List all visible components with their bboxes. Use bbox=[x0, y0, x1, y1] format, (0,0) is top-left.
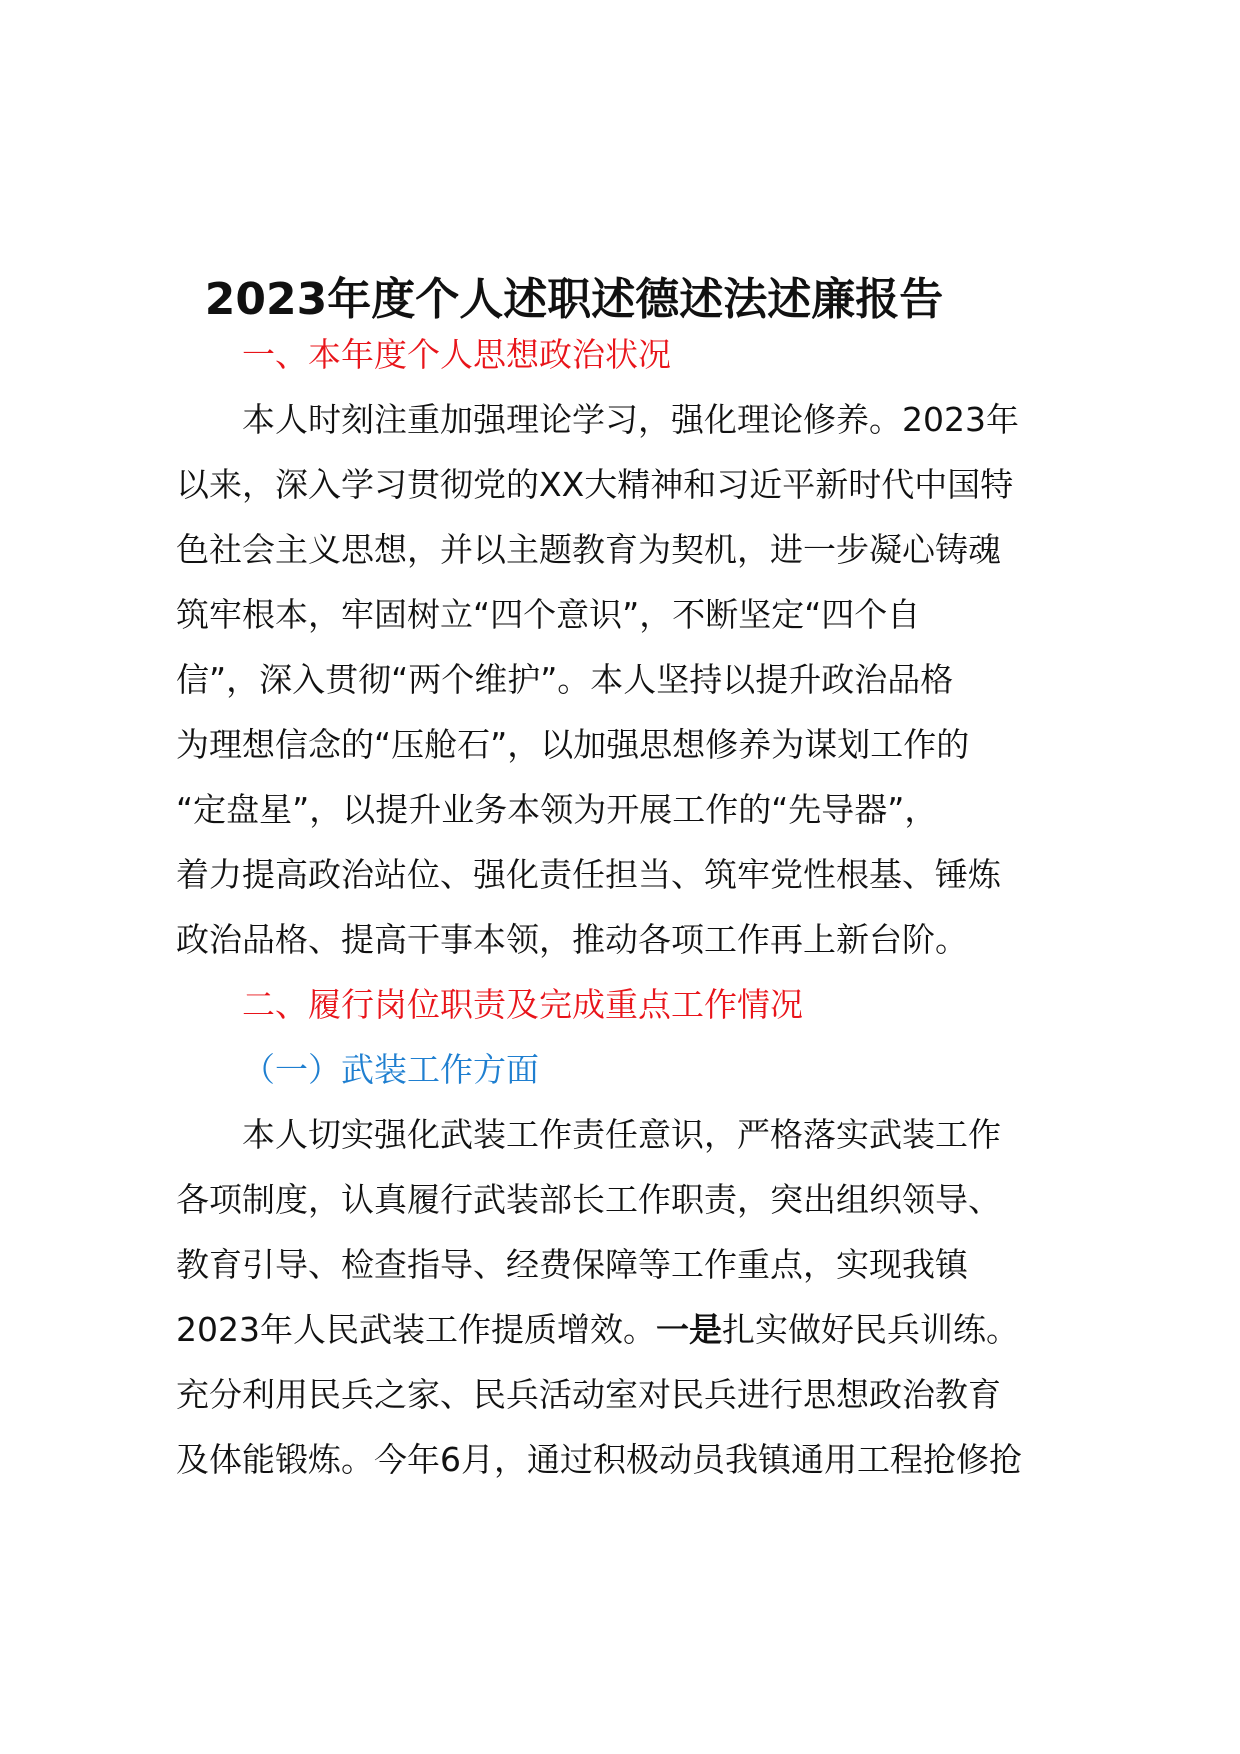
paragraph-line: 着力提高政治站位、强化责任担当、筑牢党性根基、锤炼 bbox=[176, 855, 1001, 894]
paragraph-line: 及体能锻炼。今年6月，通过积极动员我镇通用工程抢修抢 bbox=[176, 1440, 1022, 1479]
paragraph-line bbox=[176, 1297, 1108, 1362]
paragraph-line: 各项制度，认真履行武装部长工作职责，突出组织领导、 bbox=[176, 1180, 1001, 1219]
subsection-heading: （一）武装工作方面 bbox=[242, 1050, 539, 1089]
paragraph-line: “定盘星”，以提升业务本领为开展工作的“先导器”， bbox=[176, 790, 938, 829]
paragraph-line: 为理想信念的“压舱石”，以加强思想修养为谋划工作的 bbox=[176, 725, 970, 764]
paragraph-line: 政治品格、提高干事本领，推动各项工作再上新台阶。 bbox=[176, 920, 968, 959]
document-title: 2023年度个人述职述德述法述廉报告 bbox=[204, 274, 944, 325]
paragraph-line: 筑牢根本，牢固树立“四个意识”，不断坚定“四个自 bbox=[176, 595, 921, 634]
paragraph-line: 本人时刻注重加强理论学习，强化理论修养。2023年 bbox=[242, 400, 1019, 439]
paragraph-line: 本人切实强化武装工作责任意识，严格落实武装工作 bbox=[242, 1115, 1001, 1154]
paragraph-line: 充分利用民兵之家、民兵活动室对民兵进行思想政治教育 bbox=[176, 1375, 1001, 1414]
paragraph-line: 色社会主义思想，并以主题教育为契机，进一步凝心铸魂 bbox=[176, 530, 1001, 569]
paragraph-line: 以来，深入学习贯彻党的XX大精神和习近平新时代中国特 bbox=[176, 465, 1014, 504]
document-body bbox=[176, 322, 1108, 1492]
text-run: 扎实做好民兵训练。 bbox=[721, 1310, 1019, 1349]
text-run: 2023年人民武装工作提质增效。 bbox=[176, 1310, 656, 1349]
paragraph-line: 教育引导、检查指导、经费保障等工作重点，实现我镇 bbox=[176, 1245, 968, 1284]
section-heading: 一、本年度个人思想政治状况 bbox=[242, 335, 671, 374]
paragraph-line: 信”，深入贯彻“两个维护”。本人坚持以提升政治品格 bbox=[176, 660, 954, 699]
section-heading: 二、履行岗位职责及完成重点工作情况 bbox=[242, 985, 803, 1024]
emphasis-text: 一是 bbox=[655, 1310, 722, 1349]
